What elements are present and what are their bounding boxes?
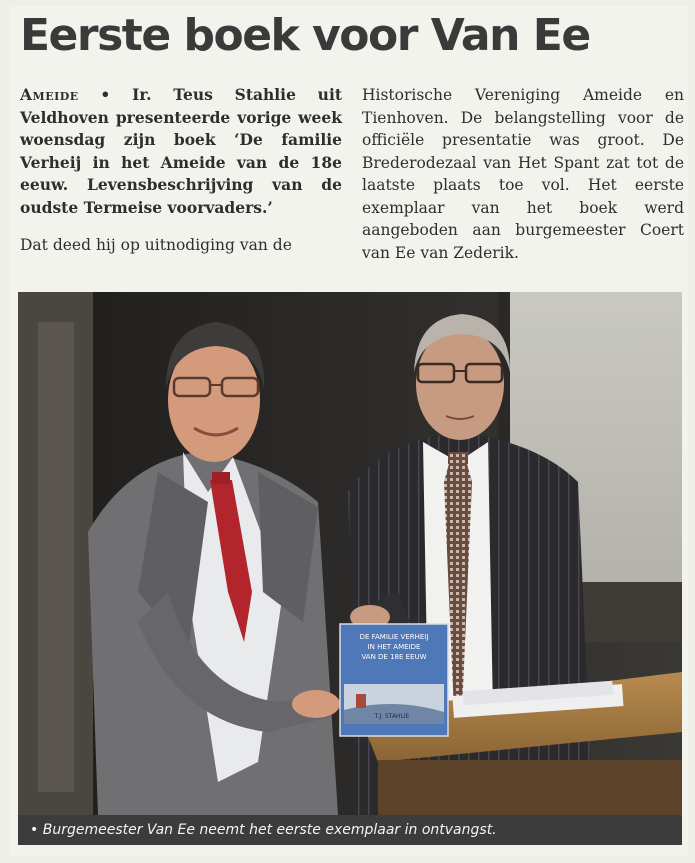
book-title-line-2: IN HET AMEIDE: [367, 643, 421, 651]
photo-caption: [30, 820, 497, 840]
caption-bullet-icon: •: [30, 822, 39, 838]
bullet-icon: •: [100, 85, 111, 104]
headline: Eerste boek voor Van Ee: [20, 10, 590, 61]
book-cover: [340, 624, 448, 736]
paragraph-2-continued: Historische Vereniging Ameide en Tienhoven. De belangstelling voor de officiële presentatie was groot. De Brederodezaal van Het Spant zat tot de laatste plaats toe vol. Het eerste exemplaar van het boek werd aangeboden aan burgemeester Coert van Ee van Zederik.: [362, 86, 684, 262]
article-column-left: [20, 84, 342, 257]
lead-paragraph: [20, 84, 342, 219]
lead-text: Ir. Teus Stahlie uit Veldhoven presenteerde vorige week woensdag zijn boek ‘De familie Verheij in het Ameide van de 18e eeuw. Levensbeschrijving van de oudste Termeise voorvaders.’: [20, 85, 342, 217]
dateline: Ameide: [20, 85, 79, 104]
book-author: T.J. STAHLIE: [374, 713, 410, 720]
caption-text: Burgemeester Van Ee neemt het eerste exemplaar in ontvangst.: [42, 822, 497, 838]
book-title-line-1: DE FAMILIE VERHEIJ: [359, 633, 429, 641]
article-column-right: [362, 84, 684, 264]
paragraph-2-start: Dat deed hij op uitnodiging van de: [20, 236, 292, 254]
caption-bar: [18, 815, 682, 845]
book-title-line-3: VAN DE 18E EEUW: [361, 653, 427, 661]
news-photo: [18, 292, 682, 815]
